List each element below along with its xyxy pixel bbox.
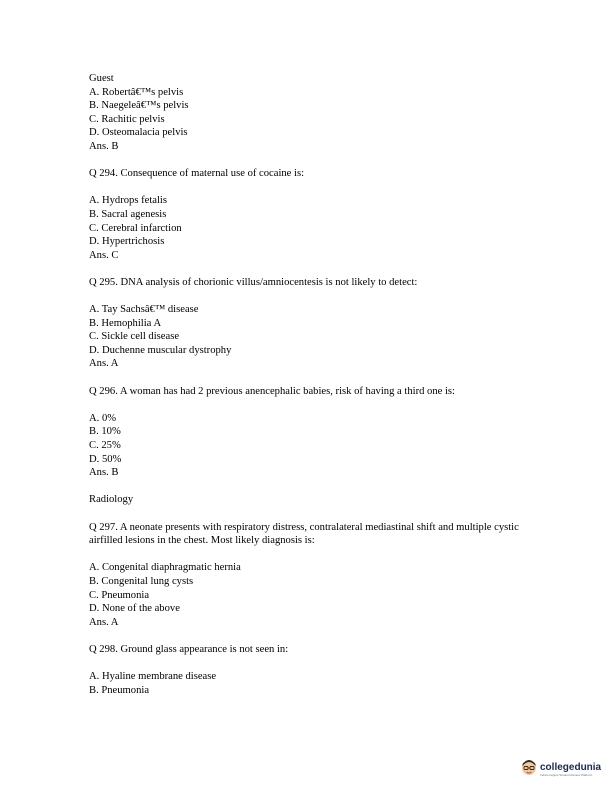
question-block: [89, 521, 519, 630]
footer-logo: [521, 759, 601, 782]
text-line: Guest: [89, 73, 114, 84]
option-d: D. 50%: [89, 453, 122, 465]
question-block: [89, 167, 519, 262]
option-a: A. Hyaline membrane disease: [89, 671, 217, 683]
section-heading: Radiology: [89, 494, 134, 506]
answer: Ans. A: [89, 616, 119, 628]
option-c: C. Cerebral infarction: [89, 222, 182, 234]
answer: Ans. A: [89, 358, 119, 370]
option-b: B. Hemophilia A: [89, 317, 162, 329]
option-b: B. Congenital lung cysts: [89, 575, 194, 587]
option-c: C. Rachitic pelvis: [89, 113, 165, 125]
brand-tagline: India's largest Student Review Platform: [540, 773, 593, 778]
option-a: A. Congenital diaphragmatic hernia: [89, 562, 241, 574]
collegedunia-mascot-icon: [521, 759, 537, 782]
option-b: B. Naegeleâ€™s pelvis: [89, 100, 189, 112]
brand-name: collegedunia: [540, 762, 602, 774]
option-a: A. Robertâ€™s pelvis: [89, 86, 184, 98]
question-text: Q 294. Consequence of maternal use of cocaine is:: [89, 168, 305, 180]
question-text: Q 297. A neonate presents with respiratory distress, contralateral mediastinal shift and multiple cystic airfilled lesions in the chest. Most likely diagnosis is:: [89, 521, 519, 547]
option-a: A. Tay Sachsâ€™ disease: [89, 304, 199, 316]
option-b: B. 10%: [89, 426, 121, 438]
answer: Ans. B: [89, 467, 119, 479]
answer: Ans. C: [89, 249, 119, 261]
option-d: D. Hypertrichosis: [89, 236, 165, 248]
question-text: Q 298. Ground glass appearance is not seen in:: [89, 643, 289, 655]
option-d: D. None of the above: [89, 603, 180, 615]
answer: Ans. B: [89, 140, 119, 152]
question-block: [89, 643, 519, 697]
option-c: C. 25%: [89, 440, 121, 452]
option-c: C. Sickle cell disease: [89, 331, 180, 343]
question-block: [89, 385, 519, 480]
option-a: A. Hydrops fetalis: [89, 195, 167, 207]
question-text: Q 295. DNA analysis of chorionic villus/amniocentesis is not likely to detect:: [89, 276, 418, 288]
question-text: Q 296. A woman has had 2 previous anencephalic babies, risk of having a third one is:: [89, 385, 455, 397]
option-c: C. Pneumonia: [89, 589, 150, 601]
question-block: [89, 276, 519, 371]
option-d: D. Duchenne muscular dystrophy: [89, 344, 232, 356]
option-d: D. Osteomalacia pelvis: [89, 127, 188, 139]
document-body: [89, 72, 519, 697]
option-a: A. 0%: [89, 412, 117, 424]
option-b: B. Pneumonia: [89, 684, 150, 696]
option-b: B. Sacral agenesis: [89, 208, 167, 220]
question-block: [89, 72, 519, 154]
